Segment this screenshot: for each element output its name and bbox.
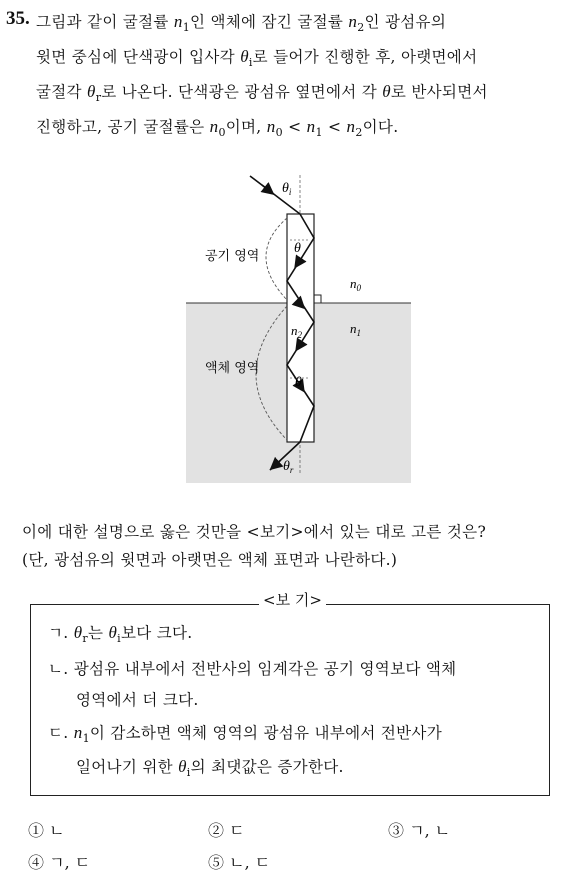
question-line-2: 윗면 중심에 단색광이 입사각 $\theta_i$로 들어가 진행한 후, 아랫면에서 [36, 47, 478, 70]
choice-3[interactable]: ③ ㄱ, ㄴ [388, 821, 451, 840]
air-region-label: 공기 영역 [205, 249, 260, 264]
choice-5[interactable]: ⑤ ㄴ, ㄷ [208, 853, 271, 872]
question-line-1: 그림과 같이 굴절률 $n_1$인 액체에 잠긴 굴절률 $n_2$인 광섬유의 [36, 12, 447, 35]
theta-r-label: $\theta_r$ [283, 459, 294, 475]
bogi-item-b-line2: 영역에서 더 크다. [76, 691, 199, 709]
air-region-bracket [266, 218, 287, 300]
liquid-region-label: 액체 영역 [205, 361, 260, 376]
question-line-3: 굴절각 $\theta_r$로 나온다. 단색광은 광섬유 옆면에서 각 θ로 반사되면서 [36, 82, 488, 105]
choice-2[interactable]: ② ㄷ [208, 821, 245, 840]
bogi-item-a: ㄱ. $\theta_r$는 $\theta_i$보다 크다. [48, 623, 193, 646]
n1-label: $n_1$ [350, 321, 361, 338]
right-angle-mark [314, 295, 321, 303]
choice-1[interactable]: ① ㄴ [28, 821, 65, 840]
question-line-4: 진행하고, 공기 굴절률은 $n_0$이며, $n_0 < n_1 < n_2$이다. [36, 117, 399, 140]
theta-i-label: $\theta_i$ [282, 181, 292, 197]
question-number: 35. [6, 8, 30, 29]
theta-label-bottom: θ [295, 375, 302, 390]
n0-label: $n_0$ [350, 276, 361, 293]
prompt-line-1: 이에 대한 설명으로 옳은 것만을 <보기>에서 있는 대로 고른 것은? [22, 523, 487, 541]
bogi-title: <보 기> [0, 589, 585, 610]
bogi-item-c: ㄷ. $n_1$이 감소하면 액체 영역의 광섬유 내부에서 전반사가 [48, 723, 442, 746]
theta-label-top: θ [294, 241, 301, 256]
choice-4[interactable]: ④ ㄱ, ㄷ [28, 853, 91, 872]
bogi-item-b: ㄴ. 광섬유 내부에서 전반사의 임계각은 공기 영역보다 액체 [48, 660, 457, 678]
n2-label: $n_2$ [291, 323, 302, 340]
bogi-item-c-line2: 일어나기 위한 $\theta_i$의 최댓값은 증가한다. [76, 757, 344, 780]
prompt-line-2: (단, 광섬유의 윗면과 아랫면은 액체 표면과 나란하다.) [22, 551, 398, 569]
